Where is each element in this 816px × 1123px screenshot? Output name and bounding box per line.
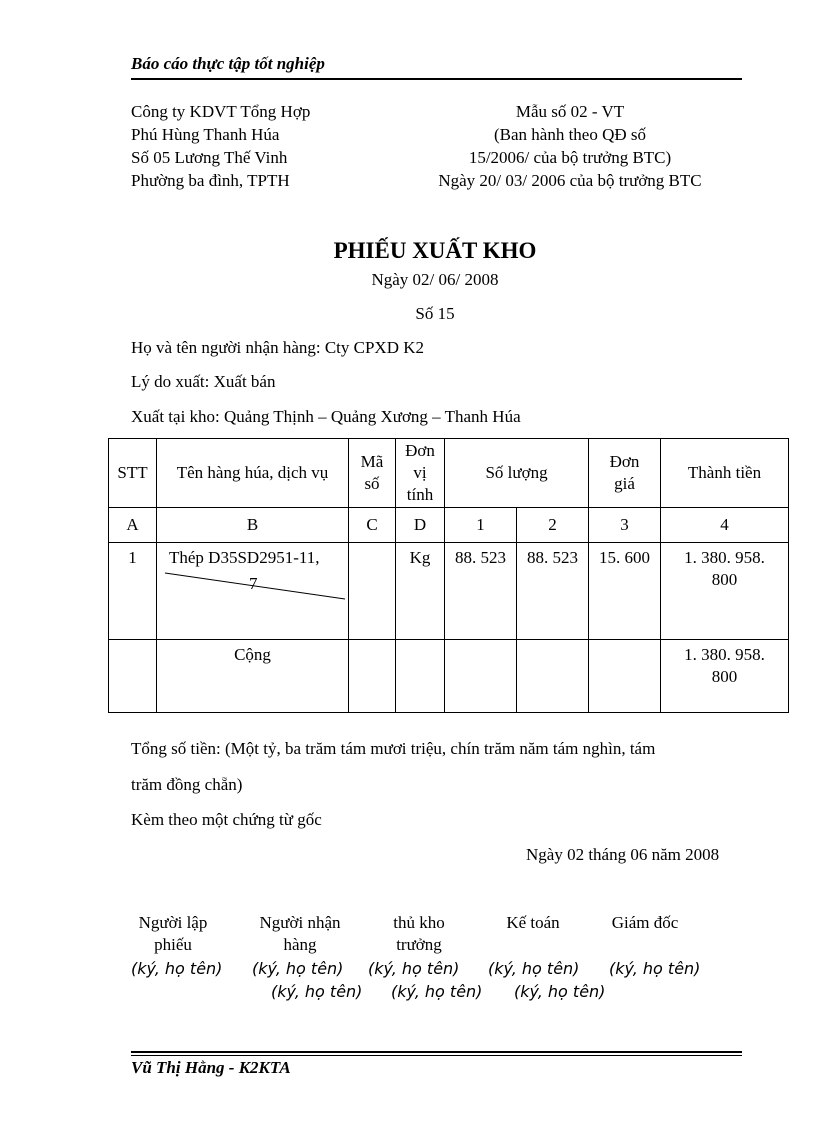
- footer-rule-thick: [131, 1051, 742, 1053]
- company-location: Phú Hùng Thanh Húa: [131, 125, 280, 144]
- total-qty2: [517, 640, 589, 713]
- row-amount: [661, 543, 789, 640]
- table-letter-row: [109, 508, 789, 543]
- letter-3: 3: [589, 508, 661, 543]
- sign-note-3: (ký, họ tên): [368, 959, 460, 978]
- preparer-line1: Người lập: [138, 913, 208, 932]
- total-amount-line2: 800: [711, 667, 738, 686]
- row-stt: 1: [109, 543, 157, 640]
- header-unit-line1: Đơn: [405, 441, 435, 460]
- total-unit: [396, 640, 445, 713]
- total-label: Cộng: [157, 640, 349, 713]
- letter-a: A: [109, 508, 157, 543]
- total-in-words-line1: Tổng số tiền: (Một tỷ, ba trăm tám mươi triệu, chín trăm năm tám nghìn, tám: [131, 739, 656, 758]
- row-name: [157, 543, 349, 640]
- receiver-line: Họ và tên người nhận hàng: Cty CPXD K2: [131, 338, 425, 357]
- form-number: Mẫu số 02 - VT: [515, 102, 625, 121]
- signature-director: [590, 912, 700, 934]
- letter-2: 2: [517, 508, 589, 543]
- form-decree: (Ban hành theo QĐ số: [493, 125, 647, 144]
- total-price: [589, 640, 661, 713]
- sign-note-4: (ký, họ tên): [488, 959, 580, 978]
- signature-preparer: [118, 912, 228, 956]
- goods-table: [108, 438, 789, 713]
- header-price: [589, 439, 661, 508]
- director-label: Giám đốc: [611, 913, 679, 932]
- row-price: 15. 600: [589, 543, 661, 640]
- sign-note-2: (ký, họ tên): [252, 959, 344, 978]
- warehouse-line: Xuất tại kho: Quảng Thịnh – Quảng Xương – Thanh Húa: [131, 407, 521, 426]
- row-name-line1: Thép D35SD2951-11,: [169, 548, 320, 567]
- total-amount-line1: 1. 380. 958.: [684, 645, 765, 664]
- document-number: Số 15: [415, 304, 455, 323]
- header-title: Báo cáo thực tập tốt nghiệp: [131, 54, 325, 73]
- sign-note-6: (ký, họ tên): [271, 982, 363, 1001]
- header-code-line1: Mã: [360, 452, 384, 471]
- form-decree-date: Ngày 20/ 03/ 2006 của bộ trưởng BTC: [438, 171, 702, 190]
- total-in-words-line2: trăm đồng chẵn): [131, 775, 243, 794]
- header-unit: [396, 439, 445, 508]
- signature-storekeeper: [364, 912, 474, 956]
- header-stt: STT: [109, 439, 157, 508]
- header-unit-line3: tính: [406, 485, 434, 504]
- company-name: Công ty KDVT Tổng Hợp: [131, 102, 311, 121]
- header-price-line1: Đơn: [609, 452, 640, 471]
- total-amount: [661, 640, 789, 713]
- row-qty-requested: 88. 523: [445, 543, 517, 640]
- header-unit-line2: vị: [413, 463, 427, 482]
- header-amount: Thành tiền: [661, 439, 789, 508]
- company-ward: Phường ba đình, TPTH: [131, 171, 290, 190]
- table-row: [109, 543, 789, 640]
- table-header-row: [109, 439, 789, 508]
- sign-note-1: (ký, họ tên): [131, 959, 223, 978]
- signing-date: Ngày 02 tháng 06 năm 2008: [526, 845, 720, 864]
- header-rule: [131, 78, 742, 80]
- storekeeper-line2: trưởng: [396, 935, 442, 954]
- company-address: Số 05 Lương Thế Vinh: [131, 148, 288, 167]
- footer-rule-thin: [131, 1055, 742, 1056]
- header-code-line2: số: [364, 474, 380, 493]
- letter-4: 4: [661, 508, 789, 543]
- reason-line: Lý do xuất: Xuất bán: [131, 372, 276, 391]
- header-price-line2: giá: [614, 474, 635, 493]
- letter-d: D: [396, 508, 445, 543]
- form-decree-number: 15/2006/ của bộ trưởng BTC): [468, 148, 672, 167]
- preparer-line2: phiếu: [154, 935, 192, 954]
- signature-receiver: [245, 912, 355, 956]
- document-date: Ngày 02/ 06/ 2008: [371, 270, 499, 289]
- attachment-line: Kèm theo một chứng từ gốc: [131, 810, 322, 829]
- letter-b: B: [157, 508, 349, 543]
- header-code: [349, 439, 396, 508]
- row-amount-line1: 1. 380. 958.: [684, 548, 765, 567]
- row-amount-line2: 800: [711, 570, 738, 589]
- row-qty-actual: 88. 523: [517, 543, 589, 640]
- sign-note-8: (ký, họ tên): [514, 982, 606, 1001]
- table-total-row: [109, 640, 789, 713]
- strike-line: [163, 571, 347, 603]
- total-stt: [109, 640, 157, 713]
- header-quantity: Số lượng: [445, 439, 589, 508]
- storekeeper-line1: thủ kho: [393, 913, 445, 932]
- receiver-line1: Người nhận: [259, 913, 341, 932]
- row-name-line2: 7: [249, 574, 258, 593]
- letter-c: C: [349, 508, 396, 543]
- letter-1: 1: [445, 508, 517, 543]
- signature-accountant: [478, 912, 588, 934]
- sign-note-7: (ký, họ tên): [391, 982, 483, 1001]
- document-title: PHIẾU XUẤT KHO: [333, 238, 537, 263]
- footer-author: Vũ Thị Hằng - K2KTA: [131, 1058, 291, 1077]
- receiver-line2: hàng: [283, 935, 317, 954]
- row-unit: Kg: [396, 543, 445, 640]
- accountant-label: Kế toán: [506, 913, 560, 932]
- row-code: [349, 543, 396, 640]
- total-code: [349, 640, 396, 713]
- total-qty1: [445, 640, 517, 713]
- sign-note-5: (ký, họ tên): [609, 959, 701, 978]
- header-name: Tên hàng húa, dịch vụ: [157, 439, 349, 508]
